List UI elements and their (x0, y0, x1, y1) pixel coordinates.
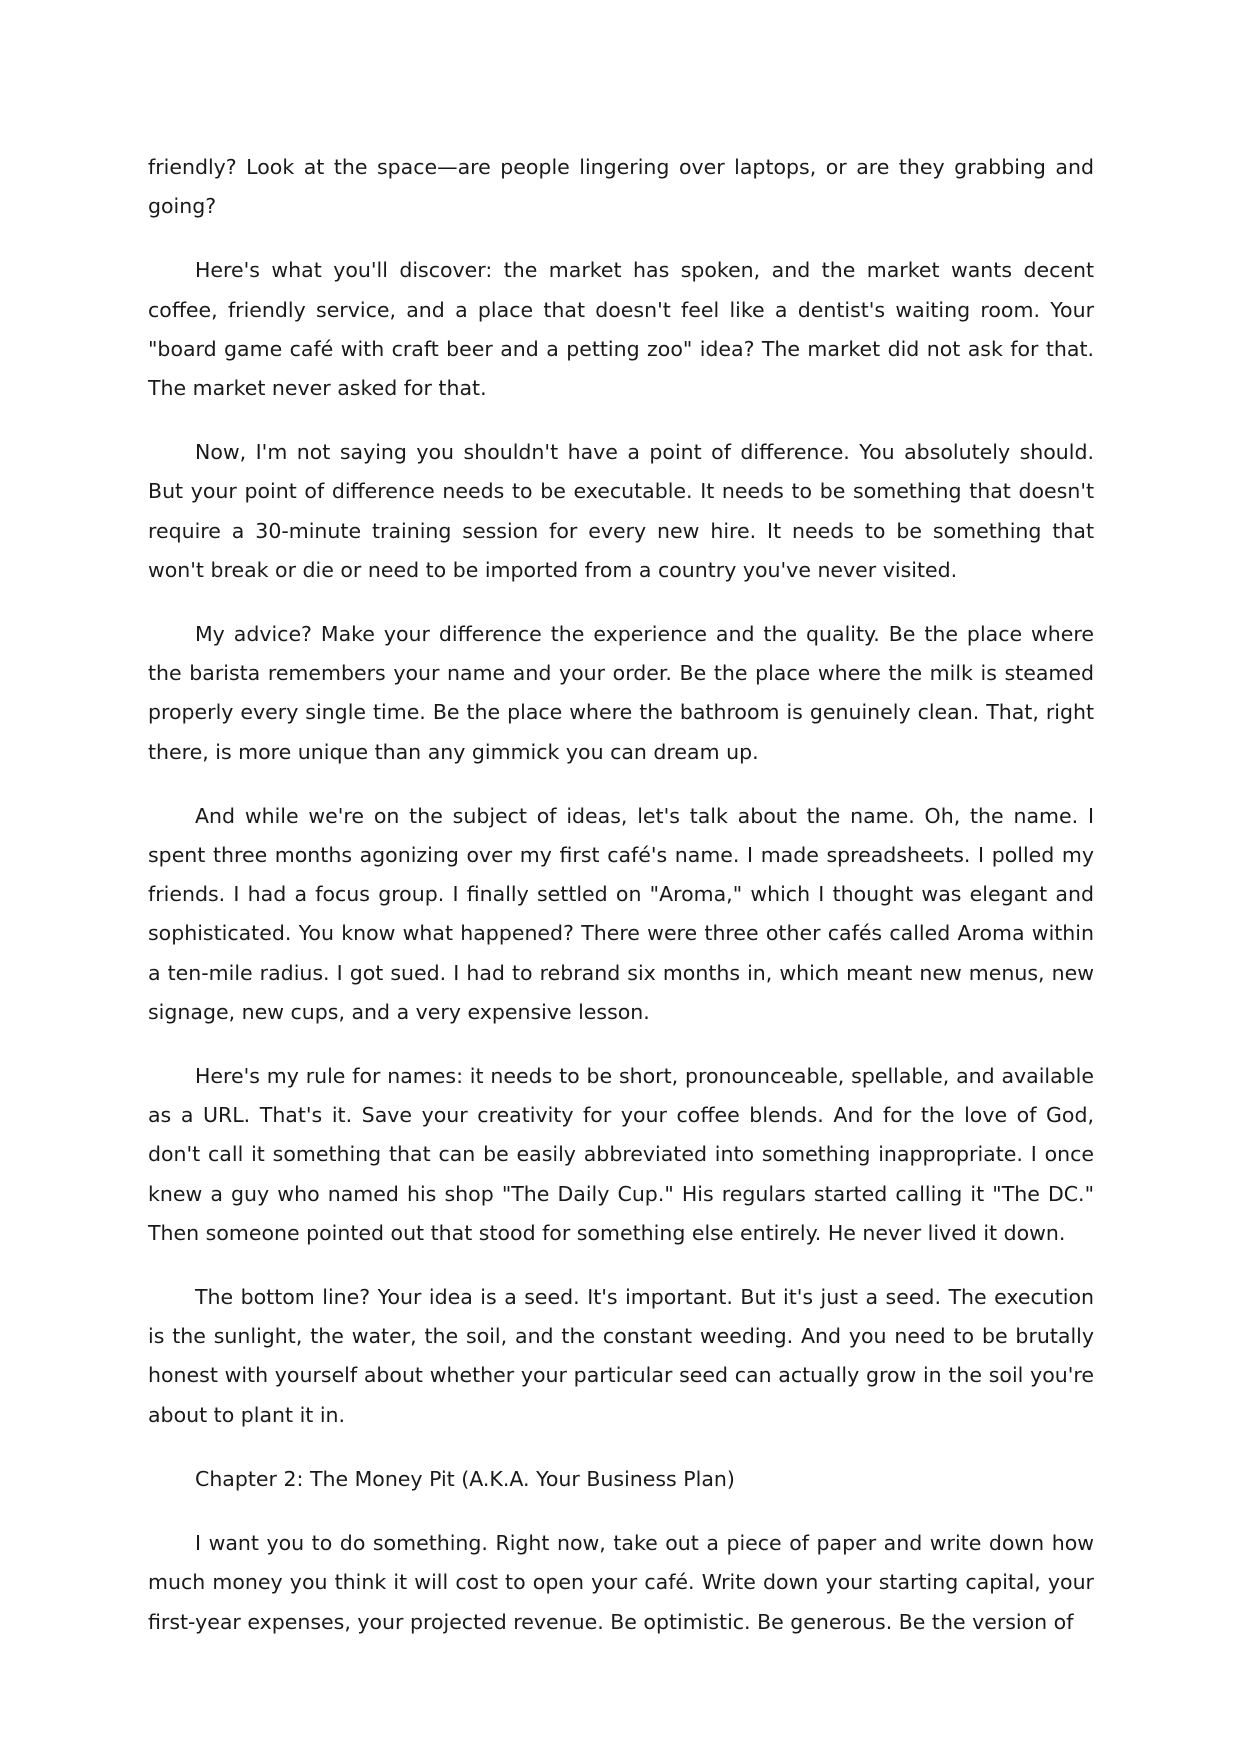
paragraph-continuation: friendly? Look at the space—are people lingering over laptops, or are they grabbing and going? (148, 155, 1094, 219)
paragraph-rule-for-names: Here's my rule for names: it needs to be short, pronounceable, spellable, and available as a URL. That's it. Save your creativity for your coffee blends. And for the love of God, don't call it something that can be easily abbreviated into something inappropriate. I once knew a guy who named his shop "The Daily Cup." His regulars started calling it "The DC." Then someone pointed out that stood for something else entirely. He never lived it down. (148, 1064, 1094, 1245)
paragraph-money-exercise: I want you to do something. Right now, take out a piece of paper and write down how much money you think it will cost to open your café. Write down your starting capital, your first-year expenses, your projected revenue. Be optimistic. Be generous. Be the version of (148, 1531, 1094, 1634)
paragraph-the-name: And while we're on the subject of ideas, let's talk about the name. Oh, the name. I spent three months agonizing over my first café's name. I made spreadsheets. I polled my friends. I had a focus group. I finally settled on "Aroma," which I thought was elegant and sophisticated. You know what happened? There were three other cafés called Aroma within a ten-mile radius. I got sued. I had to rebrand six months in, which meant new menus, new signage, new cups, and a very expensive lesson. (148, 803, 1094, 1024)
chapter-heading: Chapter 2: The Money Pit (A.K.A. Your Business Plan) (195, 1466, 735, 1491)
paragraph-point-of-difference: Now, I'm not saying you shouldn't have a point of difference. You absolutely should. But your point of difference needs to be executable. It needs to be something that doesn't require a 30-minute training session for every new hire. It needs to be something that won't break or die or need to be imported from a country you've never visited. (148, 440, 1094, 582)
document-page (148, 148, 1094, 1667)
paragraph-my-advice: My advice? Make your difference the experience and the quality. Be the place where the barista remembers your name and your order. Be the place where the milk is steamed properly every single time. Be the place where the bathroom is genuinely clean. That, right there, is more unique than any gimmick you can dream up. (148, 622, 1094, 764)
paragraph-bottom-line: The bottom line? Your idea is a seed. It's important. But it's just a seed. The execution is the sunlight, the water, the soil, and the constant weeding. And you need to be brutally honest with yourself about whether your particular seed can actually grow in the soil you're about to plant it in. (148, 1285, 1094, 1427)
paragraph-market-spoken: Here's what you'll discover: the market has spoken, and the market wants decent coffee, friendly service, and a place that doesn't feel like a dentist's waiting room. Your "board game café with craft beer and a petting zoo" idea? The market did not ask for that. The market never asked for that. (148, 258, 1094, 401)
